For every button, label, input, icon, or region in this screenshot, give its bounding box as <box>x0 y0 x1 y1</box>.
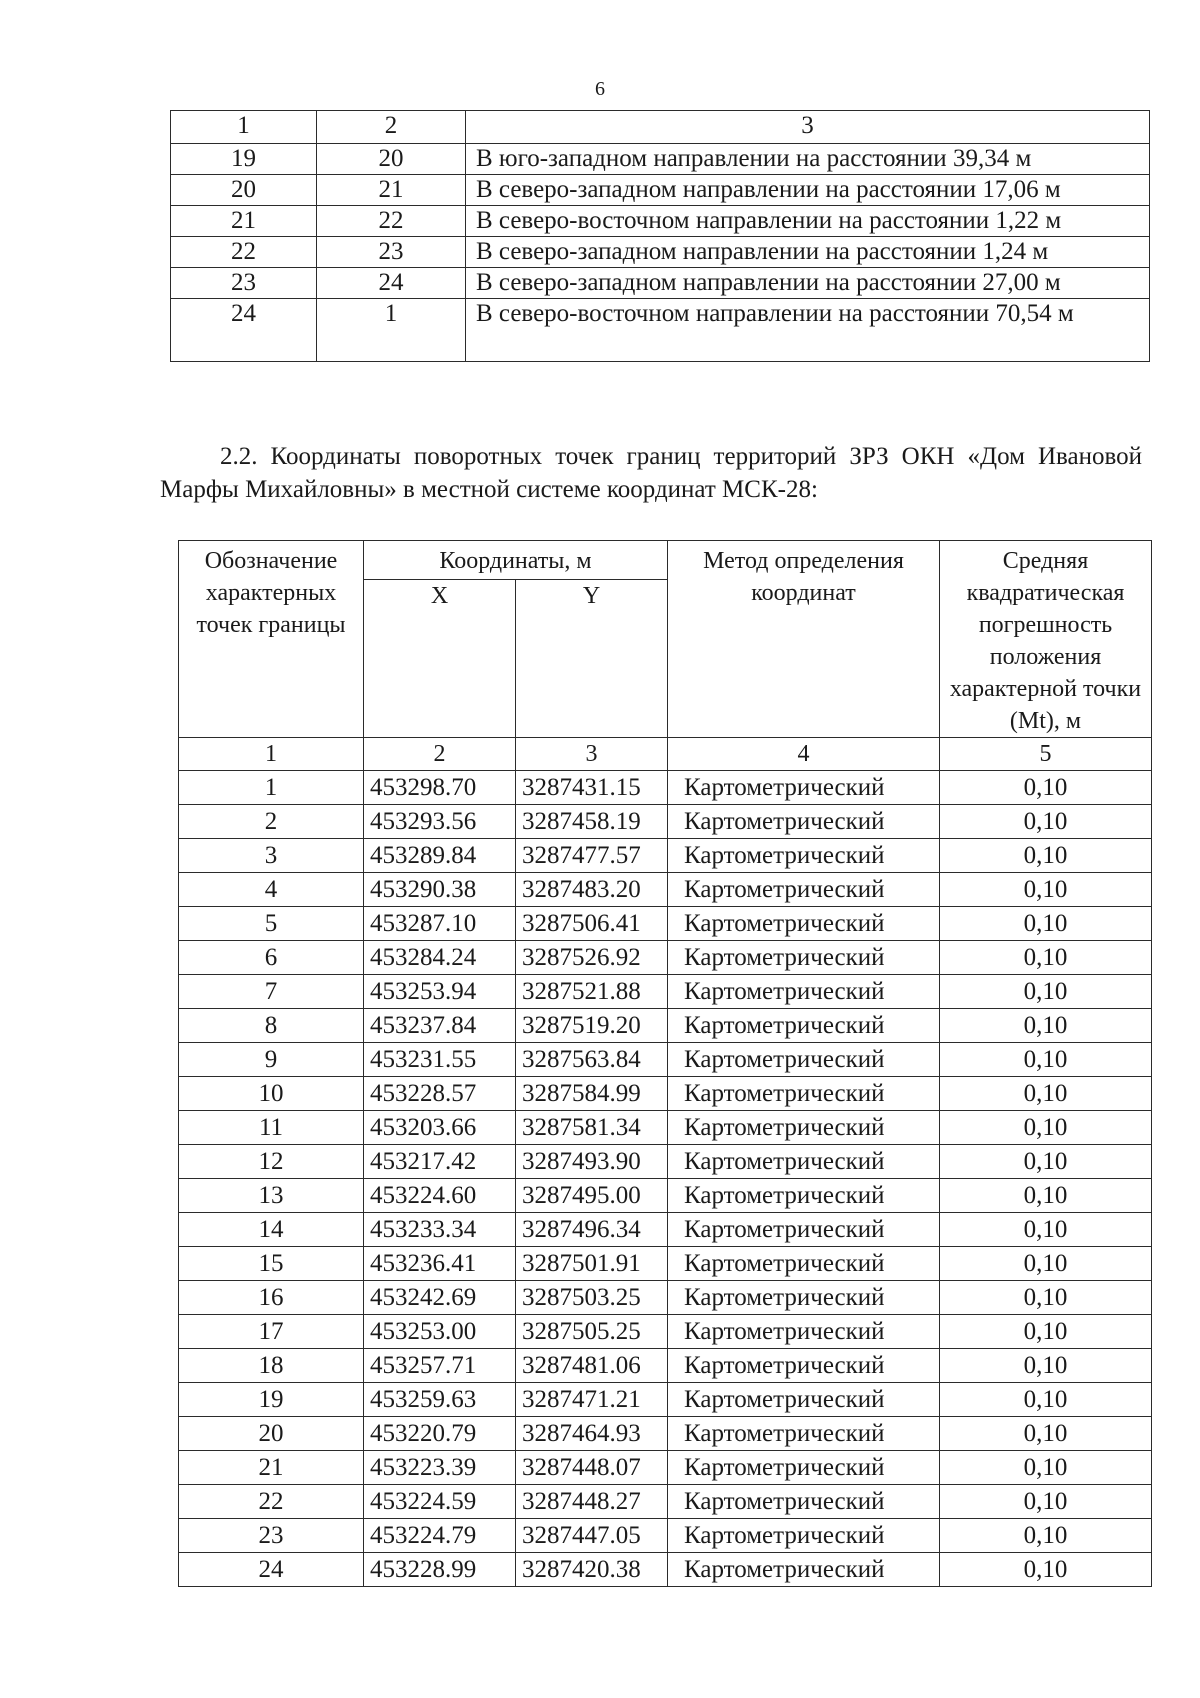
method-cell: Картометрический <box>668 1009 940 1043</box>
coordinate-row <box>179 1519 1152 1553</box>
y-coordinate: 3287506.41 <box>516 907 668 941</box>
x-coordinate: 453236.41 <box>364 1247 516 1281</box>
x-coordinate: 453220.79 <box>364 1417 516 1451</box>
point-number: 1 <box>179 771 364 805</box>
point-number: 7 <box>179 975 364 1009</box>
y-coordinate: 3287563.84 <box>516 1043 668 1077</box>
coordinate-row <box>179 805 1152 839</box>
x-coordinate: 453224.60 <box>364 1179 516 1213</box>
point-number: 8 <box>179 1009 364 1043</box>
y-coordinate: 3287581.34 <box>516 1111 668 1145</box>
x-coordinate: 453253.00 <box>364 1315 516 1349</box>
route-from-point: 23 <box>171 268 317 299</box>
route-description: В северо-западном направлении на расстоянии 17,06 м <box>466 175 1150 206</box>
method-cell: Картометрический <box>668 975 940 1009</box>
error-cell: 0,10 <box>940 1281 1152 1315</box>
route-description: В северо-западном направлении на расстоянии 27,00 м <box>466 268 1150 299</box>
route-to-point: 1 <box>317 299 466 362</box>
coordinate-row <box>179 1111 1152 1145</box>
x-coordinate: 453217.42 <box>364 1145 516 1179</box>
method-cell: Картометрический <box>668 1349 940 1383</box>
coordinate-row <box>179 1179 1152 1213</box>
coordinates-table <box>178 540 1152 1587</box>
route-from-point: 22 <box>171 237 317 268</box>
coordinate-row <box>179 1213 1152 1247</box>
point-number: 15 <box>179 1247 364 1281</box>
x-coordinate: 453203.66 <box>364 1111 516 1145</box>
method-cell: Картометрический <box>668 839 940 873</box>
coordinate-row <box>179 1485 1152 1519</box>
x-coordinate: 453242.69 <box>364 1281 516 1315</box>
y-coordinate: 3287431.15 <box>516 771 668 805</box>
route-header-cell: 3 <box>466 111 1150 144</box>
coordinate-row <box>179 1349 1152 1383</box>
error-cell: 0,10 <box>940 1315 1152 1349</box>
error-cell: 0,10 <box>940 975 1152 1009</box>
point-number: 5 <box>179 907 364 941</box>
method-cell: Картометрический <box>668 771 940 805</box>
route-description: В северо-восточном направлении на расстоянии 70,54 м <box>466 299 1150 362</box>
route-to-point: 21 <box>317 175 466 206</box>
y-coordinate: 3287448.07 <box>516 1451 668 1485</box>
x-coordinate: 453298.70 <box>364 771 516 805</box>
header-coordinates: Координаты, м <box>364 541 668 580</box>
y-coordinate: 3287519.20 <box>516 1009 668 1043</box>
x-coordinate: 453224.79 <box>364 1519 516 1553</box>
route-row <box>171 237 1150 268</box>
coordinate-row <box>179 1247 1152 1281</box>
route-row <box>171 175 1150 206</box>
point-number: 11 <box>179 1111 364 1145</box>
header-method: Метод определения координат <box>668 541 940 738</box>
route-from-point: 20 <box>171 175 317 206</box>
column-number: 3 <box>516 738 668 771</box>
y-coordinate: 3287493.90 <box>516 1145 668 1179</box>
y-coordinate: 3287501.91 <box>516 1247 668 1281</box>
method-cell: Картометрический <box>668 1247 940 1281</box>
column-number: 4 <box>668 738 940 771</box>
y-coordinate: 3287477.57 <box>516 839 668 873</box>
route-row <box>171 206 1150 237</box>
coordinate-row <box>179 1281 1152 1315</box>
column-number: 1 <box>179 738 364 771</box>
method-cell: Картометрический <box>668 1383 940 1417</box>
point-number: 10 <box>179 1077 364 1111</box>
method-cell: Картометрический <box>668 1519 940 1553</box>
error-cell: 0,10 <box>940 1111 1152 1145</box>
x-coordinate: 453257.71 <box>364 1349 516 1383</box>
route-from-point: 21 <box>171 206 317 237</box>
method-cell: Картометрический <box>668 1281 940 1315</box>
method-cell: Картометрический <box>668 907 940 941</box>
error-cell: 0,10 <box>940 1519 1152 1553</box>
point-number: 4 <box>179 873 364 907</box>
error-cell: 0,10 <box>940 941 1152 975</box>
route-to-point: 23 <box>317 237 466 268</box>
section-paragraph: 2.2. Координаты поворотных точек границ территорий ЗРЗ ОКН «Дом Ивановой Марфы Михайловны» в местной системе координат МСК-28: <box>160 443 1142 503</box>
error-cell: 0,10 <box>940 1077 1152 1111</box>
point-number: 16 <box>179 1281 364 1315</box>
x-coordinate: 453231.55 <box>364 1043 516 1077</box>
y-coordinate: 3287483.20 <box>516 873 668 907</box>
method-cell: Картометрический <box>668 1451 940 1485</box>
route-header-cell: 1 <box>171 111 317 144</box>
coordinate-row <box>179 941 1152 975</box>
method-cell: Картометрический <box>668 1417 940 1451</box>
y-coordinate: 3287464.93 <box>516 1417 668 1451</box>
point-number: 20 <box>179 1417 364 1451</box>
route-description-table <box>170 110 1150 362</box>
y-coordinate: 3287505.25 <box>516 1315 668 1349</box>
coordinate-row <box>179 1077 1152 1111</box>
error-cell: 0,10 <box>940 873 1152 907</box>
y-coordinate: 3287458.19 <box>516 805 668 839</box>
error-cell: 0,10 <box>940 1213 1152 1247</box>
error-cell: 0,10 <box>940 1451 1152 1485</box>
x-coordinate: 453289.84 <box>364 839 516 873</box>
point-number: 6 <box>179 941 364 975</box>
coordinate-row <box>179 1451 1152 1485</box>
method-cell: Картометрический <box>668 1111 940 1145</box>
y-coordinate: 3287448.27 <box>516 1485 668 1519</box>
coordinate-row <box>179 1553 1152 1587</box>
header-mean-error: Средняя квадратическая погрешность положения характерной точки (Mt), м <box>940 541 1152 738</box>
point-number: 17 <box>179 1315 364 1349</box>
coordinate-row <box>179 1145 1152 1179</box>
y-coordinate: 3287521.88 <box>516 975 668 1009</box>
error-cell: 0,10 <box>940 1179 1152 1213</box>
y-coordinate: 3287503.25 <box>516 1281 668 1315</box>
coordinate-row <box>179 839 1152 873</box>
y-coordinate: 3287496.34 <box>516 1213 668 1247</box>
method-cell: Картометрический <box>668 1315 940 1349</box>
coord-header-row <box>179 541 1152 580</box>
error-cell: 0,10 <box>940 839 1152 873</box>
point-number: 2 <box>179 805 364 839</box>
x-coordinate: 453233.34 <box>364 1213 516 1247</box>
coordinate-row <box>179 1009 1152 1043</box>
header-x: X <box>364 580 516 738</box>
error-cell: 0,10 <box>940 1383 1152 1417</box>
y-coordinate: 3287447.05 <box>516 1519 668 1553</box>
route-description: В северо-восточном направлении на расстоянии 1,22 м <box>466 206 1150 237</box>
method-cell: Картометрический <box>668 1043 940 1077</box>
point-number: 3 <box>179 839 364 873</box>
x-coordinate: 453228.57 <box>364 1077 516 1111</box>
method-cell: Картометрический <box>668 1553 940 1587</box>
error-cell: 0,10 <box>940 1145 1152 1179</box>
coordinate-row <box>179 771 1152 805</box>
column-number: 5 <box>940 738 1152 771</box>
error-cell: 0,10 <box>940 805 1152 839</box>
coordinate-row <box>179 1417 1152 1451</box>
route-to-point: 20 <box>317 144 466 175</box>
route-to-point: 22 <box>317 206 466 237</box>
method-cell: Картометрический <box>668 941 940 975</box>
coordinate-row <box>179 907 1152 941</box>
error-cell: 0,10 <box>940 1247 1152 1281</box>
x-coordinate: 453223.39 <box>364 1451 516 1485</box>
y-coordinate: 3287495.00 <box>516 1179 668 1213</box>
header-y: Y <box>516 580 668 738</box>
route-header-cell: 2 <box>317 111 466 144</box>
point-number: 22 <box>179 1485 364 1519</box>
error-cell: 0,10 <box>940 1349 1152 1383</box>
route-row <box>171 144 1150 175</box>
coordinate-row <box>179 975 1152 1009</box>
route-from-point: 24 <box>171 299 317 362</box>
y-coordinate: 3287526.92 <box>516 941 668 975</box>
method-cell: Картометрический <box>668 805 940 839</box>
error-cell: 0,10 <box>940 907 1152 941</box>
column-number: 2 <box>364 738 516 771</box>
method-cell: Картометрический <box>668 1213 940 1247</box>
y-coordinate: 3287471.21 <box>516 1383 668 1417</box>
method-cell: Картометрический <box>668 1077 940 1111</box>
x-coordinate: 453259.63 <box>364 1383 516 1417</box>
route-row <box>171 299 1150 362</box>
route-description: В северо-западном направлении на расстоянии 1,24 м <box>466 237 1150 268</box>
x-coordinate: 453290.38 <box>364 873 516 907</box>
point-number: 14 <box>179 1213 364 1247</box>
coordinate-row <box>179 1043 1152 1077</box>
x-coordinate: 453224.59 <box>364 1485 516 1519</box>
y-coordinate: 3287420.38 <box>516 1553 668 1587</box>
x-coordinate: 453284.24 <box>364 941 516 975</box>
error-cell: 0,10 <box>940 1485 1152 1519</box>
coordinate-row <box>179 1383 1152 1417</box>
route-description: В юго-западном направлении на расстоянии 39,34 м <box>466 144 1150 175</box>
route-to-point: 24 <box>317 268 466 299</box>
coordinate-row <box>179 873 1152 907</box>
point-number: 24 <box>179 1553 364 1587</box>
point-number: 9 <box>179 1043 364 1077</box>
point-number: 18 <box>179 1349 364 1383</box>
y-coordinate: 3287481.06 <box>516 1349 668 1383</box>
x-coordinate: 453228.99 <box>364 1553 516 1587</box>
x-coordinate: 453253.94 <box>364 975 516 1009</box>
error-cell: 0,10 <box>940 1553 1152 1587</box>
point-number: 12 <box>179 1145 364 1179</box>
page-number: 6 <box>595 78 605 100</box>
x-coordinate: 453237.84 <box>364 1009 516 1043</box>
coordinate-row <box>179 1315 1152 1349</box>
method-cell: Картометрический <box>668 1485 940 1519</box>
point-number: 23 <box>179 1519 364 1553</box>
column-number-row <box>179 738 1152 771</box>
method-cell: Картометрический <box>668 1179 940 1213</box>
point-number: 21 <box>179 1451 364 1485</box>
route-from-point: 19 <box>171 144 317 175</box>
y-coordinate: 3287584.99 <box>516 1077 668 1111</box>
error-cell: 0,10 <box>940 1417 1152 1451</box>
error-cell: 0,10 <box>940 1009 1152 1043</box>
error-cell: 0,10 <box>940 1043 1152 1077</box>
method-cell: Картометрический <box>668 873 940 907</box>
route-row <box>171 268 1150 299</box>
point-number: 19 <box>179 1383 364 1417</box>
route-header-row <box>171 111 1150 144</box>
header-point-designation: Обозначение характерных точек границы <box>179 541 364 738</box>
point-number: 13 <box>179 1179 364 1213</box>
method-cell: Картометрический <box>668 1145 940 1179</box>
x-coordinate: 453287.10 <box>364 907 516 941</box>
error-cell: 0,10 <box>940 771 1152 805</box>
x-coordinate: 453293.56 <box>364 805 516 839</box>
